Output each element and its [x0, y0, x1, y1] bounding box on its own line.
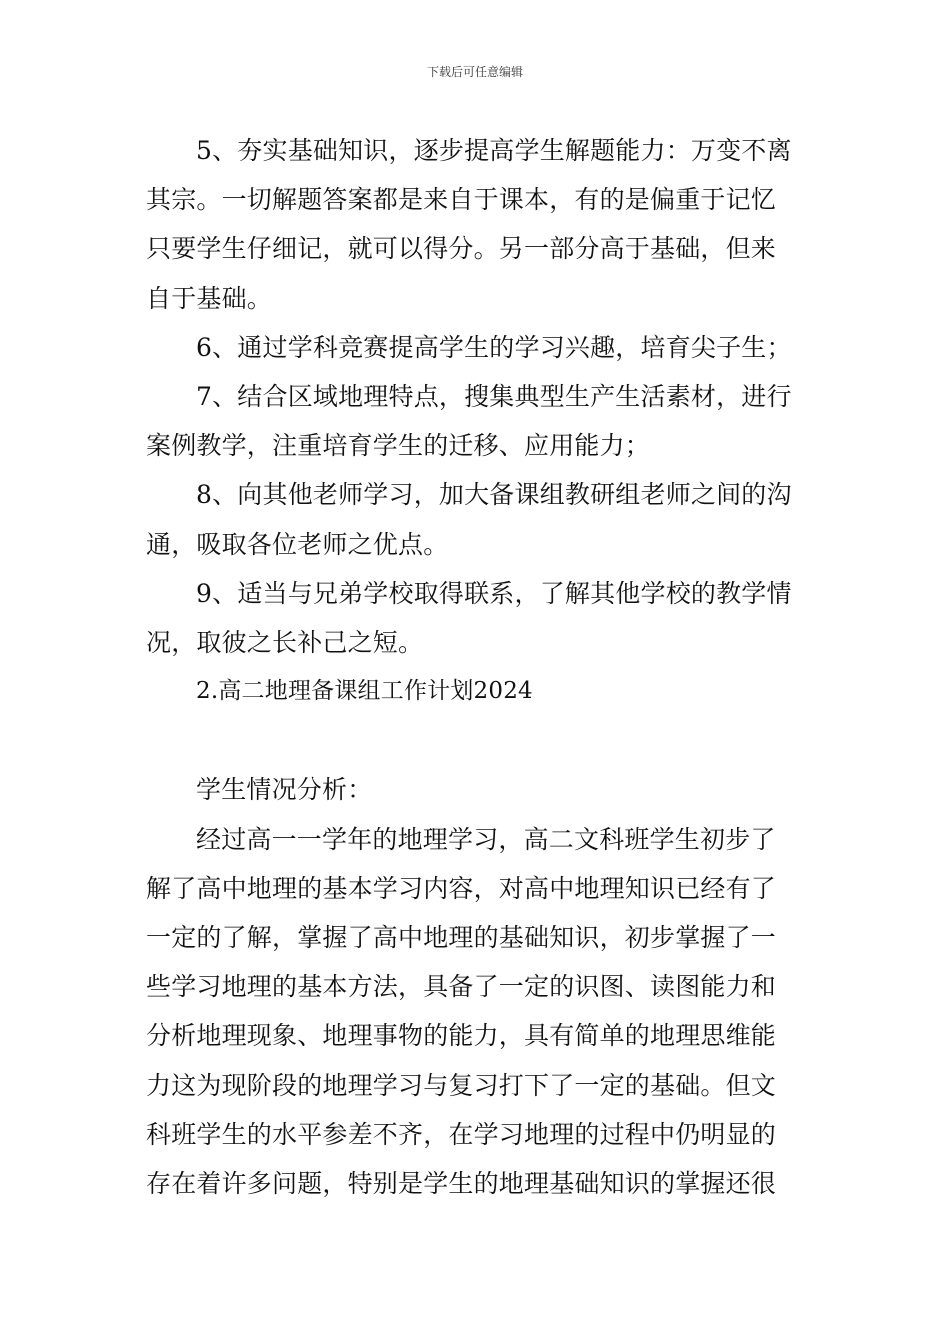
text-line: 存在着许多问题，特别是学生的地理基础知识的掌握还很: [146, 1168, 777, 1198]
text-line: 8、向其他老师学习，加大备课组教研组老师之间的沟: [196, 480, 792, 510]
blank-line: [146, 716, 811, 765]
text-line: 案例教学，注重培育学生的迁移、应用能力；: [146, 431, 651, 461]
text-line: 通，吸取各位老师之优点。: [146, 529, 449, 559]
text-line: 其宗。一切解题答案都是来自于课本，有的是偏重于记忆: [146, 185, 777, 215]
text-line: 5、夯实基础知识，逐步提高学生解题能力：万变不离: [196, 136, 792, 165]
text-line: 科班学生的水平参差不齐，在学习地理的过程中仍明显的: [146, 1119, 777, 1149]
text-line: 经过高一一学年的地理学习，高二文科班学生初步了: [196, 824, 776, 854]
text-line: 学生情况分析：: [196, 775, 373, 805]
document-body: [146, 126, 811, 1208]
text-line: 况，取彼之长补己之短。: [146, 627, 424, 657]
text-line: 自于基础。: [146, 283, 273, 313]
text-line: 9、适当与兄弟学校取得联系，了解其他学校的教学情: [196, 578, 792, 608]
text-line: 力这为现阶段的地理学习与复习打下了一定的基础。但文: [146, 1070, 777, 1100]
text-line: 些学习地理的基本方法，具备了一定的识图、读图能力和: [146, 972, 777, 1002]
text-line: 分析地理现象、地理事物的能力，具有简单的地理思维能: [146, 1021, 777, 1051]
text-line: 只要学生仔细记，就可以得分。另一部分高于基础，但来: [146, 234, 777, 264]
section-heading: 2.高二地理备课组工作计划2024: [196, 678, 533, 705]
text-line: 解了高中地理的基本学习内容，对高中地理知识已经有了: [146, 873, 777, 903]
text-line: 6、通过学科竞赛提高学生的学习兴趣，培育尖子生；: [196, 332, 792, 362]
page-header: 下载后可任意编辑: [426, 65, 523, 79]
text-line: 7、结合区域地理特点，搜集典型生产生活素材，进行: [196, 381, 792, 411]
text-line: 一定的了解，掌握了高中地理的基础知识，初步掌握了一: [146, 923, 777, 952]
